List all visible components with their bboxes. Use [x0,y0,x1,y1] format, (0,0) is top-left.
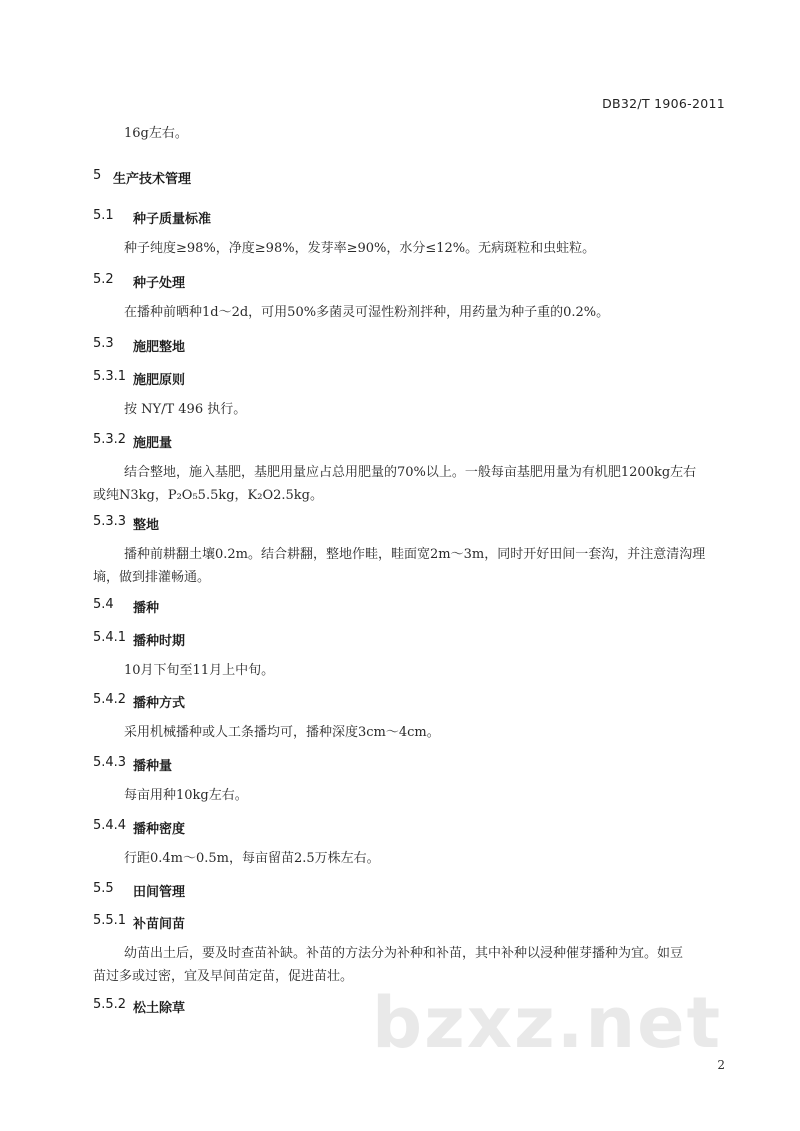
section-title: 补苗间苗 [133,917,186,932]
section-number: 5.4 [93,597,114,612]
paragraph-line: 16g左右。 [124,126,188,141]
paragraph-line: 或纯N3kg，P₂O₅5.5kg，K₂O2.5kg。 [93,488,324,503]
section-number: 5.4.1 [93,630,127,645]
section-title: 施肥原则 [133,373,186,388]
paragraph-line: 结合整地，施入基肥，基肥用量应占总用肥量的70%以上。一般每亩基肥用量为有机肥1200kg左右 [124,465,697,480]
paragraph [0,301,734,324]
section-number: 5.3 [93,336,114,351]
section-number: 5.4.2 [93,692,127,707]
page-number: 2 [717,1058,725,1072]
section-title: 整地 [133,518,160,533]
paragraph [0,237,734,260]
section-number: 5.4.3 [93,755,127,770]
paragraph [0,784,734,807]
section-title: 田间管理 [133,885,186,900]
section-number: 5.3.2 [93,432,127,447]
section-number: 5.4.4 [93,818,127,833]
section-title: 播种密度 [133,822,186,837]
paragraph-line: 幼苗出土后，要及时查苗补缺。补苗的方法分为补种和补苗，其中补种以浸种催芽播种为宜。如豆 [124,946,684,961]
section-number: 5.5.2 [93,997,127,1012]
paragraph-line: 墒，做到排灌畅通。 [93,570,211,585]
section-title: 播种方式 [133,696,186,711]
paragraph [0,543,734,589]
section-number: 5.2 [93,272,114,287]
paragraph-line: 每亩用种10kg左右。 [124,788,248,803]
paragraph [0,659,734,682]
paragraph-line: 种子纯度≥98%，净度≥98%，发芽率≥90%，水分≤12%。无病斑粒和虫蛀粒。 [124,241,596,256]
paragraph [0,122,734,145]
paragraph-line: 采用机械播种或人工条播均可，播种深度3cm～4cm。 [124,725,440,740]
section-number: 5 [93,168,102,183]
paragraph [0,721,734,744]
section-title: 施肥整地 [133,340,186,355]
section-title: 播种时期 [133,634,186,649]
section-title: 松土除草 [133,1001,186,1016]
watermark: bzxz.net [372,982,723,1064]
section-number: 5.1 [93,208,114,223]
paragraph [0,461,734,507]
paragraph [0,847,734,870]
section-number: 5.5.1 [93,913,127,928]
section-number: 5.3.3 [93,514,127,529]
paragraph-line: 在播种前晒种1d～2d，可用50%多菌灵可湿性粉剂拌种，用药量为种子重的0.2%。 [124,305,610,320]
paragraph-line: 行距0.4m～0.5m，每亩留苗2.5万株左右。 [124,851,380,866]
section-title: 播种量 [133,759,173,774]
section-title: 种子处理 [133,276,186,291]
paragraph-line: 10月下旬至11月上中旬。 [124,663,275,678]
document-code: DB32/T 1906-2011 [602,96,725,111]
paragraph-line: 苗过多或过密，宜及早间苗定苗，促进苗壮。 [93,969,354,984]
section-number: 5.3.1 [93,369,127,384]
section-title: 播种 [133,601,160,616]
section-number: 5.5 [93,881,114,896]
section-title: 种子质量标准 [133,212,212,227]
paragraph-line: 播种前耕翻土壤0.2m。结合耕翻，整地作畦，畦面宽2m～3m，同时开好田间一套沟，并注意清沟理 [124,547,706,562]
section-title: 施肥量 [133,436,173,451]
paragraph-line: 按 NY/T 496 执行。 [124,402,247,417]
section-title: 生产技术管理 [113,172,192,187]
paragraph [0,398,734,421]
